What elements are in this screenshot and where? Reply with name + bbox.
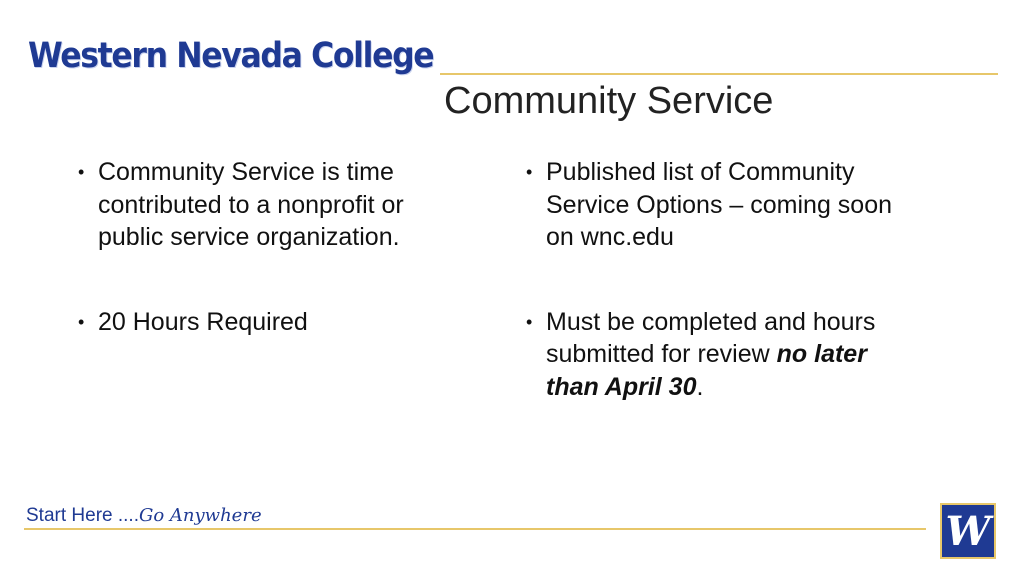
bullet-item: [526, 306, 906, 404]
bullet-text: 20 Hours Required: [98, 307, 308, 336]
bullet-item: [526, 156, 906, 254]
bullet-item: [78, 156, 458, 254]
bullet-text-end: .: [696, 372, 704, 401]
bullet-text: Must be completed and hours submitted for review: [546, 307, 876, 368]
bullet-icon: •: [526, 162, 533, 182]
bullet-item: [78, 306, 458, 339]
college-logo: Western Nevada College: [28, 36, 434, 76]
footer-tagline: [26, 505, 262, 527]
bullet-icon: •: [78, 311, 85, 332]
header-divider: [440, 73, 998, 75]
footer-divider: [24, 528, 926, 530]
bullet-icon: •: [526, 311, 533, 332]
bullet-text: Community Service is time contributed to a nonprofit or public service organization.: [98, 158, 404, 251]
left-column: [78, 156, 458, 390]
tagline-prefix: Start Here ....: [26, 505, 139, 526]
right-column: [526, 156, 906, 455]
slide-title: Community Service: [444, 80, 774, 122]
college-w-logo-icon: W: [940, 503, 996, 559]
bullet-icon: •: [78, 162, 85, 182]
deadline-emphasis: no later than April 30: [546, 340, 867, 401]
bullet-text: Published list of Community Service Options – coming soon on wnc.edu: [546, 158, 893, 251]
tagline-script: Go Anywhere: [138, 505, 262, 526]
